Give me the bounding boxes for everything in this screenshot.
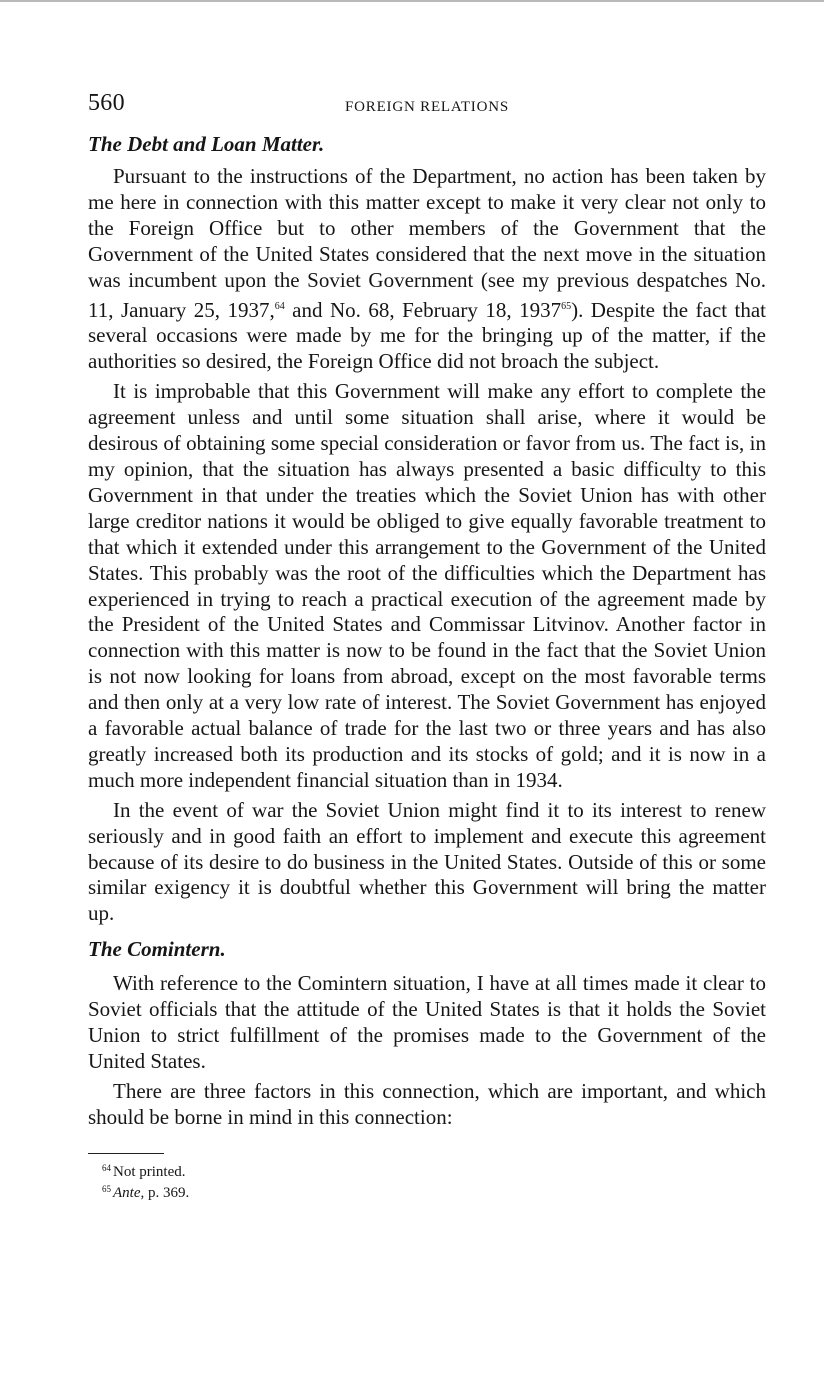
footnote-divider: [88, 1153, 164, 1154]
footnote-ref-65: 65: [561, 300, 572, 312]
page-number: 560: [88, 90, 125, 116]
running-head: FOREIGN RELATIONS: [344, 99, 510, 115]
section-heading-comintern: The Comintern.: [88, 937, 226, 962]
top-edge-rule: [0, 0, 824, 2]
paragraph-debt-3: In the event of war the Soviet Union might find it to its interest to renew seriously and in good faith an effort to implement and execute this agreement because of its desire to do business in the United States. Outside of this or some similar exigency it is doubtful whether this Government will bring the matter up.: [88, 797, 766, 926]
paragraph-text: ). Despite the fact that several occasions were made by me for the bringing up of the matter, if the authorities so desired, the Foreign Office did not broach the subject.: [88, 297, 766, 374]
footnotes: [88, 1153, 766, 1202]
footnote-italic-text: Ante,: [113, 1184, 145, 1201]
page-header: [88, 86, 766, 120]
footnote-mark: 65: [102, 1183, 111, 1194]
footnote-text: Not printed.: [113, 1163, 186, 1180]
section-heading-debt-loan: The Debt and Loan Matter.: [88, 132, 325, 156]
paragraph-comintern-2: There are three factors in this connection, which are important, and which should be borne in mind in this connection:: [88, 1078, 766, 1129]
paragraph-debt-2: It is improbable that this Government will make any effort to complete the agreement unless and until some situation shall arise, where it would be desirous of obtaining some special consideration or favor from us. The fact is, in my opinion, that the situation has always presented a basic difficulty to this Government in that under the treaties which the Soviet Union has with other large creditor nations it would be obliged to give equally favorable treatment to that which it extended under this arrangement to the Government of the United States. This probably was the root of the difficulties which the Department has experienced in trying to reach a practical execution of the agreement made by the President of the United States and Commissar Litvinov. Another factor in connection with this matter is now to be found in the fact that the Soviet Union is not now looking for loans from abroad, except on the most favorable terms and then only at a very low rate of interest. The Soviet Government has enjoyed a favorable actual balance of trade for the last two or three years and has also greatly increased both its production and its stocks of gold; and it is now in a much more independent financial situation than in 1934.: [88, 379, 766, 792]
footnote-mark: 64: [102, 1162, 111, 1173]
paragraph-debt-1: [88, 164, 766, 375]
paragraph-text: Pursuant to the instructions of the Department, no action has been taken by me here in connection with this matter except to make it very clear not only to the Foreign Office but to other members of the Government that the Government of the United States considered that the next move in the situation was incumbent upon the Soviet Government (see my previous despatches No. 11, January 25, 1937,: [88, 164, 766, 322]
paragraph-text: and No. 68, February 18, 1937: [284, 297, 562, 322]
document-page: [88, 86, 766, 1202]
footnote-ref-64: 64: [274, 300, 285, 312]
footnote-text: p. 369.: [144, 1184, 190, 1201]
footnote-65: [88, 1181, 766, 1202]
paragraph-comintern-1: With reference to the Comintern situation, I have at all times made it clear to Soviet officials that the attitude of the United States is that it holds the Soviet Union to strict fulfillment of the promises made to the Government of the United States.: [88, 971, 766, 1073]
footnote-64: [88, 1160, 766, 1181]
